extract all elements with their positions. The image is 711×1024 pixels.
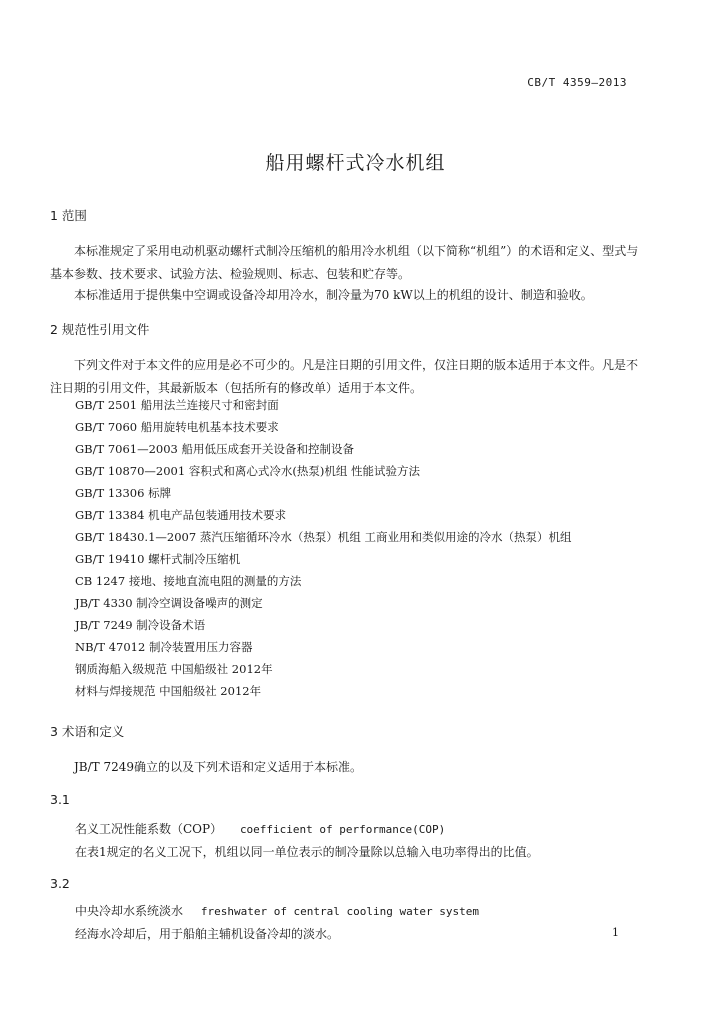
reference-item: CB 1247 接地、接地直流电阻的测量的方法 <box>75 574 302 588</box>
term-number: 3.2 <box>50 876 70 891</box>
reference-item: 材料与焊接规范 中国船级社 2012年 <box>75 684 262 698</box>
reference-item: GB/T 2501 船用法兰连接尺寸和密封面 <box>75 398 279 412</box>
reference-item: GB/T 7061—2003 船用低压成套开关设备和控制设备 <box>75 442 355 456</box>
reference-item: GB/T 7060 船用旋转电机基本技术要求 <box>75 420 279 434</box>
section-1-para-2: 本标准适用于提供集中空调或设备冷却用冷水，制冷量为70 kW以上的机组的设计、制造和验收。 <box>74 288 593 302</box>
term-number: 3.1 <box>50 792 70 807</box>
reference-item: GB/T 18430.1—2007 蒸汽压缩循环冷水（热泵）机组 工商业用和类似用途的冷水（热泵）机组 <box>75 530 572 544</box>
term-name-en: freshwater of central cooling water system <box>200 905 479 918</box>
term-definition: 在表1规定的名义工况下，机组以同一单位表示的制冷量除以总输入电功率得出的比值。 <box>75 845 539 859</box>
reference-item: JB/T 7249 制冷设备术语 <box>75 618 206 632</box>
term-name-cn: 名义工况性能系数（COP） <box>75 822 223 836</box>
reference-item: 钢质海船入级规范 中国船级社 2012年 <box>75 662 273 676</box>
term-name <box>75 820 445 837</box>
reference-item: GB/T 19410 螺杆式制冷压缩机 <box>75 552 241 566</box>
section-3-intro: JB/T 7249确立的以及下列术语和定义适用于本标准。 <box>74 760 363 774</box>
section-1-para-1: 本标准规定了采用电动机驱动螺杆式制冷压缩机的船用冷水机组（以下简称“机组”）的术语和定义、型式与基本参数、技术要求、试验方法、检验规则、标志、包装和贮存等。 <box>50 244 639 281</box>
section-2-intro: 下列文件对于本文件的应用是必不可少的。凡是注日期的引用文件，仅注日期的版本适用于本文件。凡是不注日期的引用文件，其最新版本（包括所有的修改单）适用于本文件。 <box>50 358 639 395</box>
reference-item: GB/T 10870—2001 容积式和离心式冷水(热泵)机组 性能试验方法 <box>75 464 420 478</box>
section-1-heading: 1 范围 <box>50 208 87 223</box>
reference-item: NB/T 47012 制冷装置用压力容器 <box>75 640 253 654</box>
document-title: 船用螺杆式冷水机组 <box>265 152 446 174</box>
section-2-heading: 2 规范性引用文件 <box>50 322 150 337</box>
term-definition: 经海水冷却后，用于船舶主辅机设备冷却的淡水。 <box>75 927 340 941</box>
reference-item: GB/T 13306 标牌 <box>75 486 172 500</box>
term-name-en: coefficient of performance(COP) <box>239 823 446 836</box>
term-name <box>75 902 479 919</box>
standard-number: CB/T 4359—2013 <box>527 76 627 89</box>
term-name-cn: 中央冷却水系统淡水 <box>75 904 184 918</box>
reference-item: JB/T 4330 制冷空调设备噪声的测定 <box>75 596 263 610</box>
reference-item: GB/T 13384 机电产品包装通用技术要求 <box>75 508 287 522</box>
page-number: 1 <box>612 926 619 939</box>
section-3-heading: 3 术语和定义 <box>50 724 125 739</box>
